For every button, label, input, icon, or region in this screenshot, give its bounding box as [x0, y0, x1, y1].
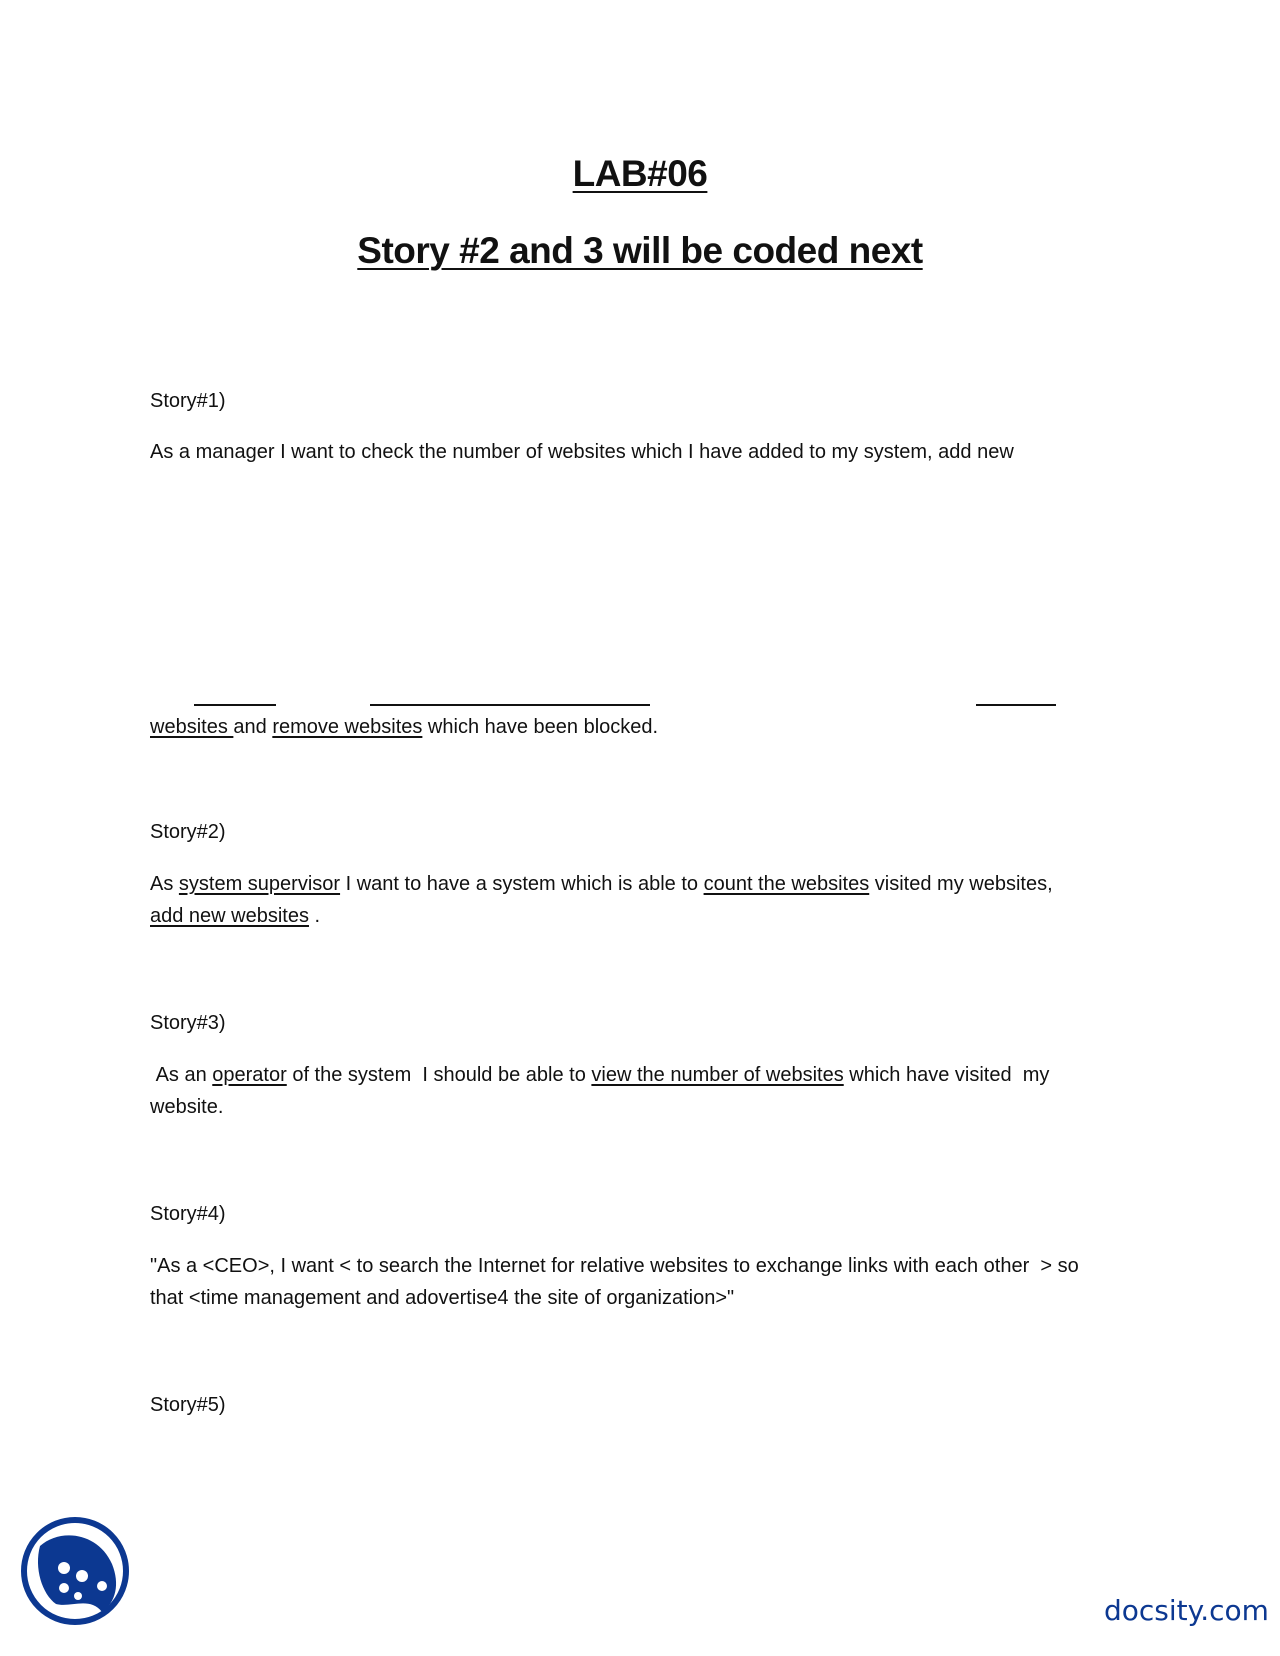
story-1-label: Story#1)	[150, 390, 226, 412]
blank-line	[370, 704, 650, 706]
story-text: .	[308, 905, 321, 927]
story-text: of the system I should be able to	[286, 1064, 592, 1086]
story-4-line-1: "As a <CEO>, I want < to search the Internet for relative websites to exchange links with each other > so	[150, 1255, 1079, 1277]
story-3-line-2: website.	[150, 1096, 224, 1118]
story-text: I want to have a system which is able to	[340, 873, 704, 895]
page-title	[0, 153, 1280, 195]
underlined-phrase: websites	[150, 716, 234, 738]
docsity-logo-icon	[20, 1516, 130, 1626]
story-text: As an	[150, 1064, 213, 1086]
page-subtitle	[0, 230, 1280, 272]
brand-name[interactable]: docsity.com	[1104, 1594, 1269, 1627]
story-2-label: Story#2)	[150, 821, 226, 843]
story-text: and	[233, 716, 273, 738]
story-4-line-2: that <time management and adovertise4 the site of organization>"	[150, 1287, 735, 1309]
story-2-line-1	[150, 868, 1150, 900]
story-2-line-2	[150, 900, 1150, 932]
story-text: visited my websites,	[869, 873, 1053, 895]
underlined-phrase: count the websites	[703, 873, 870, 895]
story-3-line-1	[150, 1059, 1150, 1091]
blank-line	[194, 704, 276, 706]
underlined-phrase: view the number of websites	[591, 1064, 844, 1086]
story-1-line-1: As a manager I want to check the number of websites which I have added to my system, add new	[150, 441, 1014, 463]
underlined-phrase: system supervisor	[178, 873, 341, 895]
blank-line	[976, 704, 1056, 706]
story-5-label: Story#5)	[150, 1394, 226, 1416]
story-1-line-2	[150, 711, 1150, 743]
story-3-label: Story#3)	[150, 1012, 226, 1034]
page-subtitle-text: Story #2 and 3 will be coded next	[357, 230, 923, 271]
story-text: which have visited my	[843, 1064, 1050, 1086]
story-text: which have been blocked.	[422, 716, 659, 738]
underlined-phrase: operator	[212, 1064, 287, 1086]
story-text: As	[150, 873, 179, 895]
page-title-text: LAB#06	[572, 153, 708, 194]
story-4-label: Story#4)	[150, 1203, 226, 1225]
underlined-phrase: remove websites	[272, 716, 423, 738]
underlined-phrase: add new websites	[150, 905, 309, 927]
